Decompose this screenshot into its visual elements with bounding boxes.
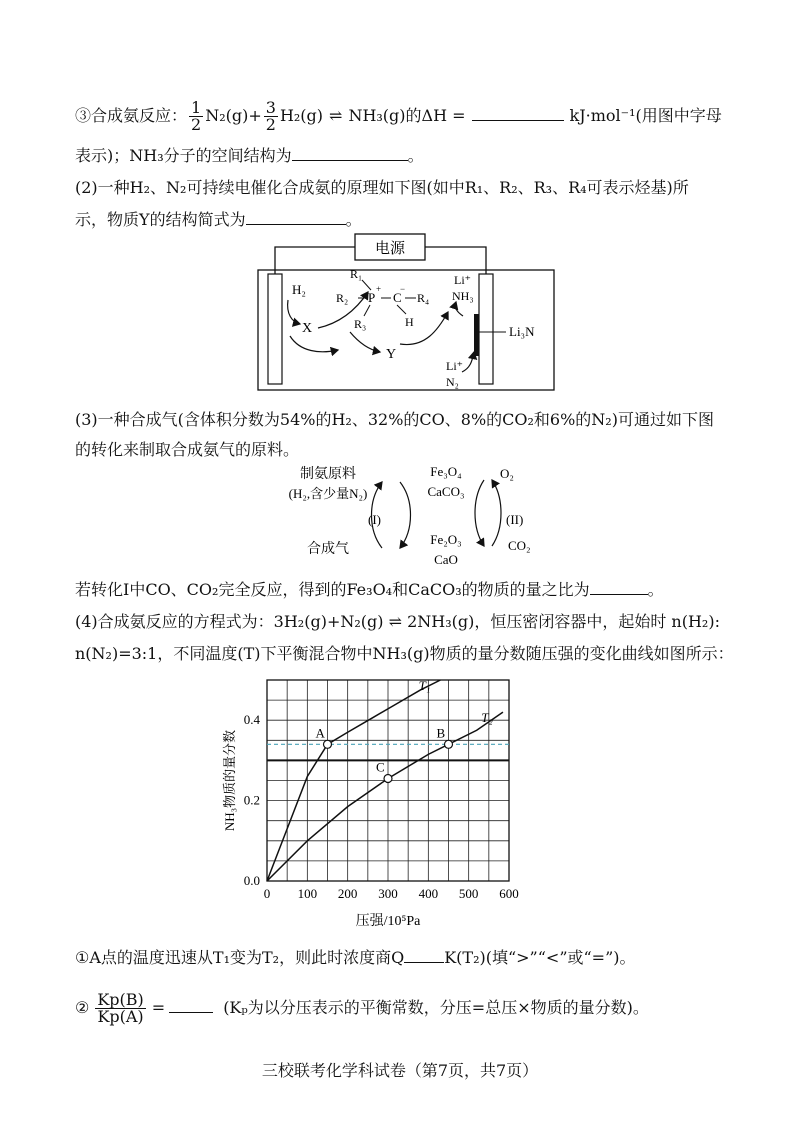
left-electrode — [268, 274, 282, 384]
svg-text:(II): (II) — [506, 512, 524, 527]
svg-text:(H₂,含少量N₂): (H₂,含少量N₂) — [288, 486, 368, 501]
syngas-label: 合成气 — [307, 542, 349, 557]
page-footer: 三校联考化学科试卷（第7页，共7页） — [261, 1061, 539, 1080]
power-label: 电源 — [374, 241, 406, 257]
svg-text:CaCO₃: CaCO₃ — [427, 484, 465, 499]
p2-line2: 示，物质Y的结构简式为 。 — [75, 206, 362, 232]
series-line — [267, 712, 503, 881]
p2-line1: (2)一种H₂、N₂可持续电催化合成氨的原理如下图(如中R₁、R₂、R₃、R₄可表示烃基)所 — [75, 178, 689, 197]
x-label: X — [302, 321, 313, 336]
answer-blank-dh[interactable] — [472, 102, 564, 121]
x-axis-label: 压强/10⁵Pa — [355, 914, 421, 929]
p3-line1: (3)一种合成气(含体积分数为54%的H₂、32%的CO、8%的CO₂和6%的N₂)可通过如下图 — [75, 410, 714, 429]
x-tick-label: 0 — [263, 886, 271, 901]
x-tick-label: 500 — [458, 886, 479, 901]
svg-text:(I): (I) — [368, 512, 381, 527]
fe3o4-label: Fe₃O₄ — [430, 464, 462, 479]
cycle-diagram — [250, 460, 570, 572]
svg-text:R₄: R₄ — [417, 291, 430, 305]
y-label: Y — [386, 347, 397, 362]
answer-blank-y[interactable] — [246, 206, 346, 225]
answer-blank-ratio[interactable] — [590, 576, 648, 595]
electrolysis-diagram — [250, 232, 570, 402]
fraction-three-halves: $\frac{3}{2}$ — [265, 98, 276, 134]
point-marker — [324, 740, 332, 748]
svg-text:−: − — [400, 284, 406, 294]
svg-text:CaO: CaO — [434, 552, 458, 567]
x-tick-label: 300 — [378, 886, 398, 901]
answer-blank-q-vs-k[interactable] — [404, 944, 444, 963]
q4-1-line: ①A点的温度迅速从T₁变为T₂，则此时浓度商Q K(T₂)(填“>”“<”或“=”)。 — [75, 944, 636, 970]
right-electrode — [479, 274, 493, 384]
svg-text:H: H — [405, 315, 414, 329]
svg-text:C: C — [393, 290, 402, 305]
series-label: T₂ — [481, 710, 493, 726]
svg-text:NH₃: NH₃ — [452, 289, 474, 303]
answer-blank-kp-ratio[interactable] — [169, 994, 213, 1013]
svg-text:CO₂: CO₂ — [508, 538, 531, 553]
point-marker — [445, 740, 453, 748]
svg-text:Li⁺: Li⁺ — [454, 273, 471, 287]
fraction-half: $\frac{1}{2}$ — [191, 98, 202, 134]
li3n-layer — [474, 314, 479, 356]
li3n-label: Li₃N — [509, 324, 535, 339]
svg-text:O₂: O₂ — [500, 466, 514, 481]
raw-material-label: 制氨原料 — [300, 467, 356, 482]
point-label: C — [376, 759, 385, 775]
point-label: A — [315, 725, 325, 741]
svg-text:N₂: N₂ — [446, 375, 459, 389]
point-marker — [384, 774, 392, 782]
x-tick-label: 200 — [337, 886, 358, 901]
q4-2-line: ② $\frac{Kp(B)}{Kp(A)}$ = (Kₚ为以分压表示的平衡常数，分压=总压×物质的量分数)。 — [75, 990, 649, 1026]
p4-line2: n(N₂)=3:1，不同温度(T)下平衡混合物中NH₃(g)物质的量分数随压强的变化曲线如图所示： — [75, 644, 734, 663]
point-label: B — [436, 725, 446, 741]
y-tick-label: 0.0 — [243, 873, 260, 888]
nh3-fraction-chart — [220, 668, 550, 936]
x-tick-label: 100 — [297, 886, 318, 901]
y-tick-label: 0.4 — [243, 712, 260, 728]
svg-text:Fe₂O₃: Fe₂O₃ — [430, 532, 462, 547]
h2-label: H₂ — [292, 282, 306, 297]
svg-text:Li⁺: Li⁺ — [446, 359, 463, 373]
svg-text:R₁: R₁ — [350, 267, 363, 281]
answer-blank-structure[interactable] — [292, 142, 408, 161]
x-tick-label: 600 — [499, 886, 519, 901]
kp-ratio-fraction: $\frac{Kp(B)}{Kp(A)}$ — [97, 990, 144, 1026]
series-label: T₁ — [418, 678, 431, 693]
y-tick-label: 0.2 — [243, 792, 260, 808]
svg-text:R₃: R₃ — [354, 317, 367, 331]
p4-line1: (4)合成氨反应的方程式为：3H₂(g)+N₂(g) ⇌ 2NH₃(g)，恒压密闭容器中，起始时 n(H₂): — [75, 612, 720, 631]
p3-line2: 的转化来制取合成氨气的原料。 — [75, 440, 300, 459]
q3-line1: ③合成氨反应： $\frac{1}{2}$ N₂(g)+ $\frac{3}{2}$ H₂(g) ⇌ NH₃(g)的ΔH = kJ·mol⁻¹(用图中字母 — [75, 98, 722, 134]
svg-text:P: P — [368, 290, 376, 305]
q3-line2: 表示)；NH₃分子的空间结构为 。 — [75, 142, 424, 168]
svg-text:R₂: R₂ — [336, 291, 349, 305]
svg-text:+: + — [376, 284, 382, 294]
p3-question: 若转化I中CO、CO₂完全反应，得到的Fe₃O₄和CaCO₃的物质的量之比为 。 — [75, 576, 664, 602]
y-axis-label: NH₃物质的量分数 — [222, 729, 237, 832]
equilibrium-arrow-icon: ⇌ — [329, 106, 343, 125]
x-tick-label: 400 — [418, 886, 439, 901]
